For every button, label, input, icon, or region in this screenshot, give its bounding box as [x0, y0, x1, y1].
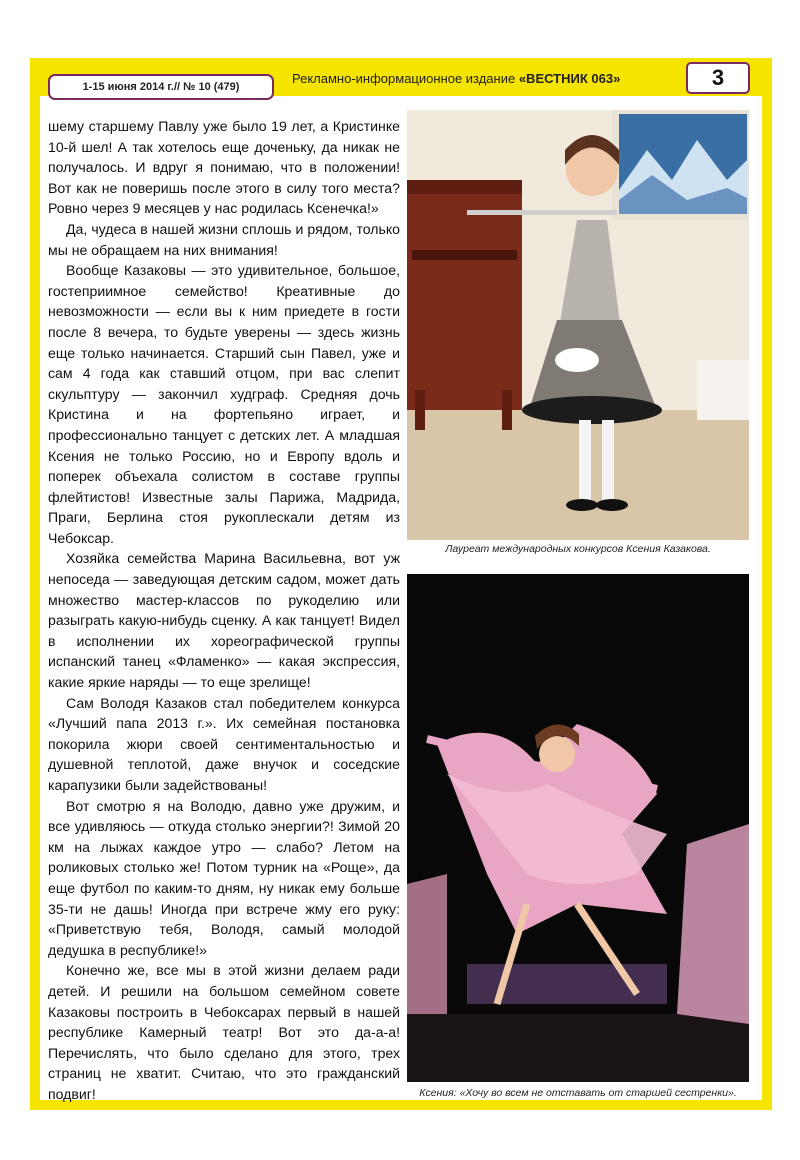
- article-paragraph: Вот смотрю я на Володю, давно уже дружим, и все удивляюсь — откуда столько энергии?! Зимой 20 км на лыжах каждое утро — слабо? Летом на роликовых столько же! Потом турник на «Роще», да еще футбол по каким-то дням, ну никак ему больше 35-ти не дашь! Иногда при встрече жму его руку: «Приветствую тебя, Володя, самый молодой дедушка в республике!»: [48, 797, 400, 958]
- article-text: [48, 116, 400, 1102]
- issue-date-label: 1-15 июня 2014 г.// № 10 (479): [48, 74, 274, 100]
- dancer-photo: [407, 574, 749, 1082]
- article-paragraph: шему старшему Павлу уже было 19 лет, а Кристинке 10-й шел! А так хотелось еще доченьку, да никак не получалось. И вдруг я понимаю, что в положении! Вот как не поверишь после этого в силу того места? Ровно через 9 месяцев у нас родилась Ксенечка!»: [48, 118, 400, 217]
- flute-girl-photo: [407, 110, 749, 540]
- article-paragraph: Хозяйка семейства Марина Васильевна, вот уж непоседа — заведующая детским садом, может дать множество мастер-классов по рукоделию или разыграть какую-нибудь сценку. А как танцует! Видел в исполнении их хореографической группы испанский танец «Фламенко» — какая экспрессия, какие яркие наряды — то еще зрелище!: [48, 550, 400, 691]
- publication-name: «ВЕСТНИК 063»: [518, 71, 621, 86]
- publication-line: [292, 68, 682, 90]
- article-paragraph: Вообще Казаковы — это удивительное, большое, гостеприимное семейство! Креативные до невозможности — если вы к ним приедете в гости после 8 вечера, то будьте уверены — здесь жизнь еще только начинается. Старший сын Павел, уже и сам 4 года как ставший отцом, при вас слепит скульптуру — закончил худграф. Средняя дочь Кристина и на фортепьяно играет, и профессионально танцует с детских лет. А младшая Ксения не только Россию, но и Европу вдоль и поперек объехала солистом в составе группы флейтистов! Известные залы Парижа, Мадрида, Праги, Берлина стоя рукоплескали детям из Чебоксар.: [48, 262, 400, 546]
- article-paragraph: Конечно же, все мы в этой жизни делаем ради детей. И решили на большом семейном совете Казаковы построить в Чебоксарах первый в нашей республике Камерный театр! Вот это да-а-а! Перечислять, что было сделано для этого, трех страниц не хватит. Считаю, что это гражданский подвиг!: [48, 962, 400, 1102]
- flute-girl-illustration: [407, 110, 749, 540]
- publication-prefix: Рекламно-информационное издание: [292, 71, 519, 86]
- page-number: 3: [686, 62, 750, 94]
- article-paragraph: Да, чудеса в нашей жизни сплошь и рядом, только мы не обращаем на них внимания!: [48, 220, 400, 258]
- dancer-illustration: [407, 574, 749, 1082]
- flute-photo-caption: Лауреат международных конкурсов Ксения Казакова.: [445, 543, 711, 555]
- article-paragraph: Сам Володя Казаков стал победителем конкурса «Лучший папа 2013 г.». Их семейная постановка покорила жюри своей сентиментальностью и душевной теплотой, даже внучок и соседские карапузики были задействованы!: [48, 694, 400, 793]
- dancer-photo-caption: Ксения: «Хочу во всем не отставать от старшей сестренки».: [419, 1087, 737, 1099]
